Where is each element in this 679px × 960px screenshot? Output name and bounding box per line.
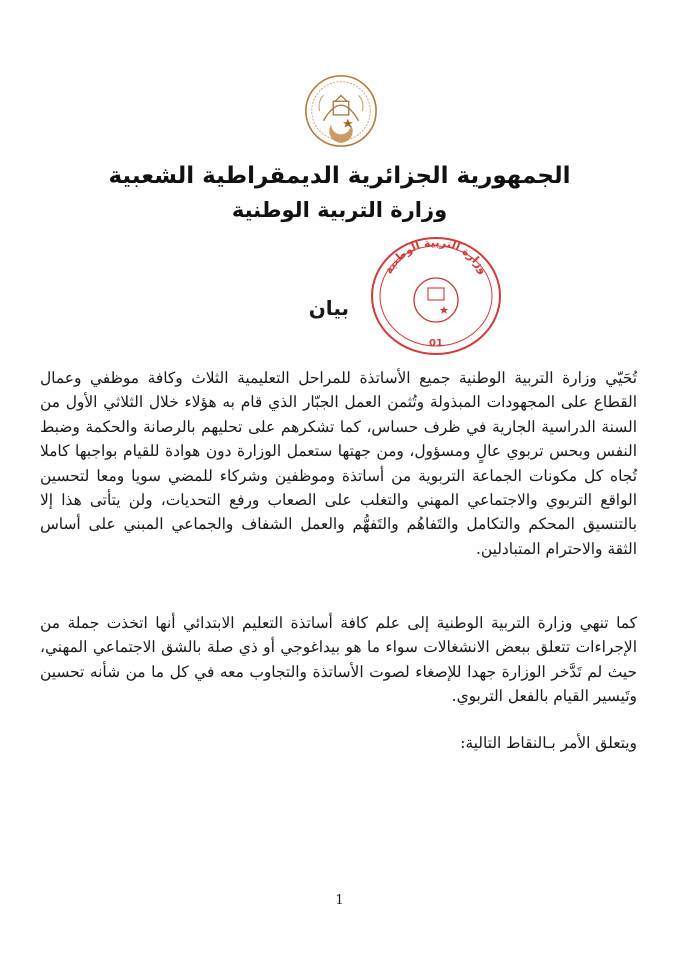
ministry-heading: وزارة التربية الوطنية	[231, 198, 448, 222]
republic-heading: الجمهورية الجزائرية الديمقراطية الشعبية	[108, 163, 571, 189]
page-number: 1	[335, 893, 344, 908]
stamp-emblem-icon	[414, 278, 458, 322]
paragraph-points-intro: ويتعلق الأمر بـالنقاط التالية:	[460, 734, 637, 752]
stamp-text: وزارة التربية الوطنية	[381, 235, 491, 277]
ministry-stamp	[364, 232, 508, 360]
stamp-number: 01	[429, 338, 443, 349]
algeria-national-emblem-icon	[302, 72, 380, 150]
svg-text:وزارة التربية الوطنية	[382, 236, 490, 276]
paragraph-measures: كما تنهي وزارة التربية الوطنية إلى علم كافة أساتذة التعليم الابتدائي أنها اتخذت جملة من الإجراءات تتعلق ببعض الانشغالات سواء ما هو بيداغوجي أو ذي صلة بالشق الاجتماعي المهني، حيث لم تَدَّخر الوزارة جهدا للإصغاء لصوت الأساتذة والتجاوب معه في كل ما من شأنه تحسين وتَيسير القيام بالفعل التربوي.	[40, 614, 637, 706]
document-title: بيان	[308, 296, 349, 320]
paragraph-greeting: تُحَيّي وزارة التربية الوطنية جميع الأساتذة للمراحل التعليمية الثلاث وكافة موظفي وعمال القطاع على المجهودات المبذولة وتُثمن العمل الجبّار الذي قام به هؤلاء خلال الثلاثي الأول من السنة الدراسية الجارية في ظرف حساس، كما تشكرهم على تحليهم بالرصانة والحكمة وضبط النفس وبحس تربوي عالٍ ومسؤول، ومن جهتها ستعمل الوزارة دون هوادة للقيام بواجبها كاملا تُجاه كل مكونات الجماعة التربوية من أساتذة وموظفين وشركاء للمضي سويا ومعا لتحسين الواقع التربوي والاجتماعي المهني والتغلب على الصعاب ورفع التحديات، ولن يتأتى هذا إلا بالتنسيق المحكم والتكامل والتَفاهُم والتَفهُّم والعمل الشفاف والجماعي المبني على أساس الثقة والاحترام المتبادلين.	[40, 369, 637, 558]
